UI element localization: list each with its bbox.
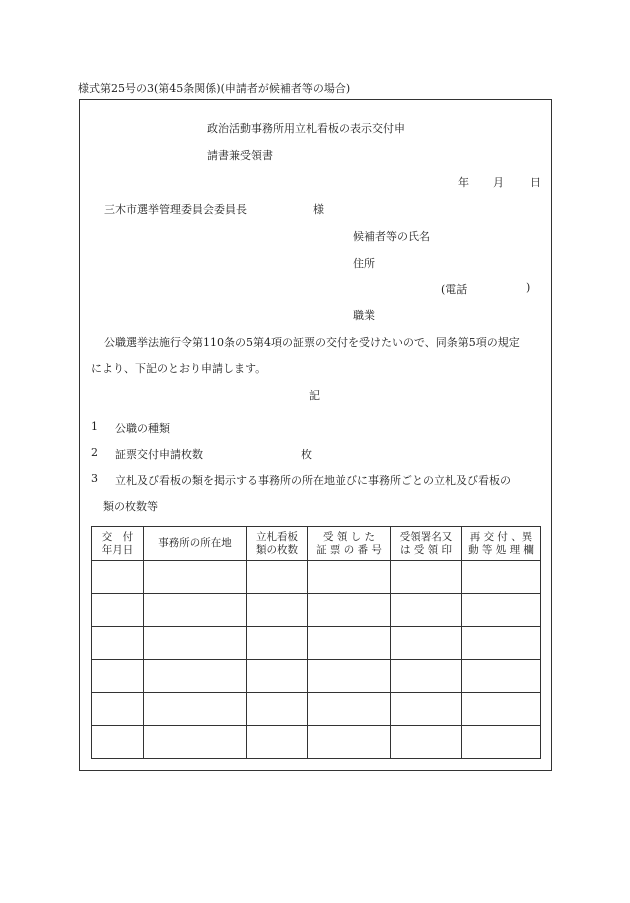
applicant-phone-close: ) (526, 281, 531, 294)
table-cell[interactable] (462, 693, 541, 726)
table-cell[interactable] (391, 561, 462, 594)
table-row (92, 660, 541, 693)
table-cell[interactable] (247, 693, 308, 726)
table-cell[interactable] (391, 660, 462, 693)
form-number-caption: 様式第25号の3(第45条関係)(申請者が候補者等の場合) (78, 82, 351, 95)
item-number: 2 (91, 446, 98, 459)
header-certificate-number: 受 領 し た 証 票 の 番 号 (308, 527, 391, 561)
item-office-locations-cont: 類の枚数等 (103, 500, 158, 513)
table-cell[interactable] (462, 726, 541, 759)
table-cell[interactable] (308, 594, 391, 627)
table-cell[interactable] (462, 594, 541, 627)
item-number: 3 (91, 472, 98, 485)
table-cell[interactable] (144, 726, 247, 759)
item-certificate-count: 証票交付申請枚数 (115, 448, 203, 461)
table-cell[interactable] (308, 660, 391, 693)
table-cell[interactable] (308, 627, 391, 660)
office-details-table (91, 526, 541, 759)
table-row (92, 627, 541, 660)
honorific: 様 (313, 203, 324, 216)
applicant-phone-label: (電話 (441, 283, 468, 296)
header-receipt-signature: 受領署名又 は 受 領 印 (391, 527, 462, 561)
request-body-line1: 公職選挙法施行令第110条の5第4項の証票の交付を受けたいので、同条第5項の規定 (104, 336, 520, 349)
table-cell[interactable] (92, 561, 144, 594)
table-row (92, 561, 541, 594)
table-cell[interactable] (308, 726, 391, 759)
table-cell[interactable] (92, 627, 144, 660)
form-title-line1: 政治活動事務所用立札看板の表示交付申 (207, 122, 405, 135)
table-cell[interactable] (391, 693, 462, 726)
table-cell[interactable] (247, 561, 308, 594)
table-cell[interactable] (92, 726, 144, 759)
table-cell[interactable] (391, 594, 462, 627)
table-cell[interactable] (92, 660, 144, 693)
table-cell[interactable] (391, 627, 462, 660)
addressee: 三木市選挙管理委員会委員長 (104, 203, 247, 216)
table-header-row (92, 527, 541, 561)
date-day-label: 日 (530, 176, 541, 189)
table-row (92, 594, 541, 627)
date-year-label: 年 (458, 176, 469, 189)
table-cell[interactable] (92, 594, 144, 627)
table-cell[interactable] (247, 627, 308, 660)
table-cell[interactable] (462, 627, 541, 660)
table-cell[interactable] (144, 594, 247, 627)
table-cell[interactable] (144, 660, 247, 693)
header-reissue-processing: 再 交 付 、異 動 等 処 理 欄 (462, 527, 541, 561)
date-month-label: 月 (493, 176, 504, 189)
table-cell[interactable] (144, 627, 247, 660)
item-count-unit: 枚 (301, 448, 312, 461)
table-row (92, 726, 541, 759)
table-cell[interactable] (247, 594, 308, 627)
ki-heading: 記 (309, 389, 320, 402)
table-cell[interactable] (144, 561, 247, 594)
header-office-location: 事務所の所在地 (144, 527, 247, 561)
header-issue-date: 交 付 年月日 (92, 527, 144, 561)
applicant-address-label: 住所 (353, 257, 375, 270)
item-office-type: 公職の種類 (115, 422, 170, 435)
table-cell[interactable] (247, 726, 308, 759)
form-title-line2: 請書兼受領書 (207, 149, 273, 162)
table-cell[interactable] (462, 660, 541, 693)
header-sign-count: 立札看板 類の枚数 (247, 527, 308, 561)
request-body-line2: により、下記のとおり申請します。 (91, 362, 267, 375)
applicant-occupation-label: 職業 (353, 309, 375, 322)
table-row (92, 693, 541, 726)
table-cell[interactable] (247, 660, 308, 693)
item-office-locations: 立札及び看板の類を掲示する事務所の所在地並びに事務所ごとの立札及び看板の (115, 474, 511, 487)
table-cell[interactable] (92, 693, 144, 726)
table-cell[interactable] (391, 726, 462, 759)
table-cell[interactable] (144, 693, 247, 726)
table-cell[interactable] (308, 693, 391, 726)
table-cell[interactable] (308, 561, 391, 594)
item-number: 1 (91, 420, 98, 433)
applicant-name-label: 候補者等の氏名 (353, 230, 430, 243)
table-cell[interactable] (462, 561, 541, 594)
